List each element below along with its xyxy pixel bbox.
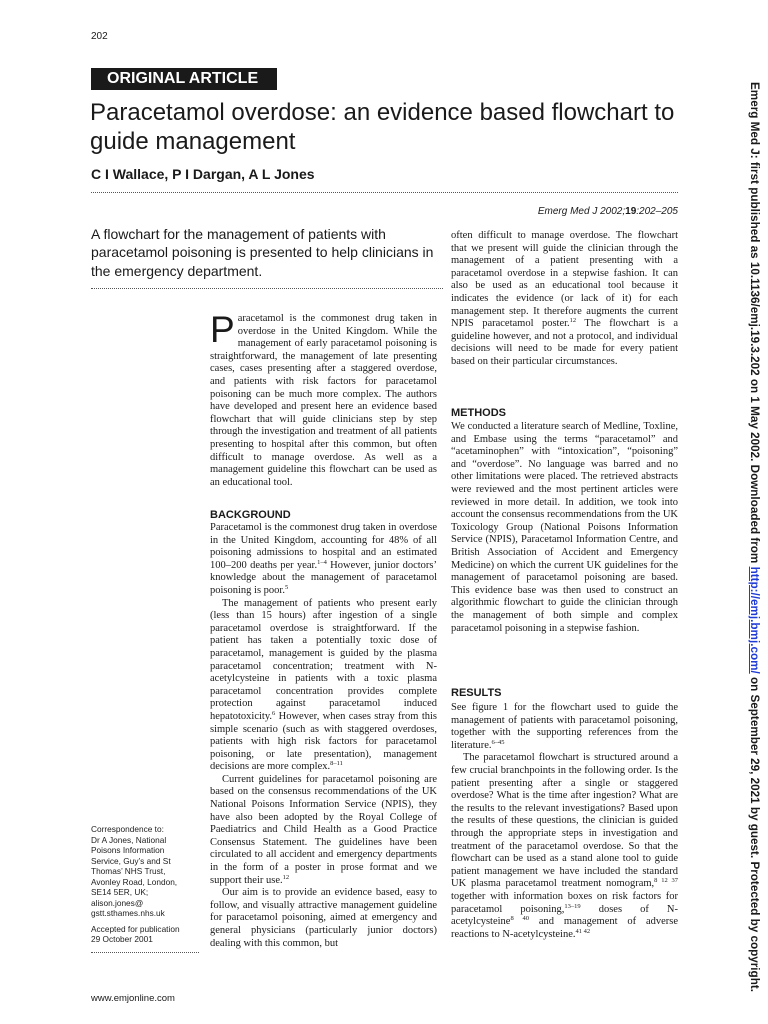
correspondence-line: Avonley Road, London, — [91, 876, 178, 887]
results-heading: RESULTS — [451, 687, 502, 699]
text-run: together with information boxes on risk factors for paracetamol poisoning, — [451, 890, 678, 915]
journal-link[interactable]: http://emj.bmj.com/ — [748, 566, 761, 674]
reference: 5 — [284, 583, 289, 591]
correspondence-block — [91, 824, 199, 919]
background-paragraph: Our aim is to provide an evidence based, easy to follow, and visually attractive management guideline for paracetamol poisoning, aimed at emergency and general physicians (particularly junior doctors) dealing with this common, but — [210, 887, 437, 949]
citation-journal: Emerg Med J — [537, 206, 598, 217]
abstract-divider — [91, 288, 443, 289]
results-paragraph — [451, 752, 678, 941]
correspondence-line: SE14 5ER, UK; — [91, 887, 149, 897]
reference: 6–45 — [491, 738, 505, 746]
accepted-date: 29 October 2001 — [91, 934, 153, 944]
reference: 8 40 — [510, 915, 530, 923]
text-run: The management of patients who present early (less than 15 hours) after ingestion of a single paracetamol overdose is straightforward. If the patient has taken a potentially toxic dose of paracetamol, management is guided by the plasma paracetamol concentration; treatment with N-acetylcysteine in patients with a toxic plasma paracetamol concentration provides complete protection against paracetamol induced hepatotoxicity. — [210, 597, 437, 722]
citation — [480, 206, 678, 217]
correspondence-email[interactable]: alison.jones@ — [91, 897, 144, 908]
text-run: Paracetamol is the commonest drug taken in overdose in the United Kingdom, accounting for 48% of all poisoning admissions to hospital and an estimated 100–200 deaths per year. — [210, 522, 437, 571]
reference: 1–4 — [317, 558, 327, 566]
notice-text: on September 29, 2021 by guest. Protected by copyright. — [748, 673, 761, 992]
text-run: often difficult to manage overdose. The flowchart that we present will guide the clinician through the management of a patient presenting with a paracetamol overdose in a stepwise fashion. It can also be used as an educational tool because it indicates the evidence (or lack of it) for each management step. It therefore augments the current NPIS paracetamol poster. — [451, 230, 678, 330]
download-notice — [745, 82, 761, 992]
sidebar-divider — [91, 952, 199, 953]
accepted-line: Accepted for publication — [91, 923, 180, 934]
section-label: ORIGINAL ARTICLE — [91, 68, 277, 90]
page-number: 202 — [91, 31, 108, 42]
reference: 8 12 37 — [654, 877, 678, 885]
text-run: doses of N-acetylcysteine — [451, 903, 678, 928]
background-body — [210, 522, 437, 950]
text-run: See figure 1 for the flowchart used to guide the management of patients with paracetamol poisoning, together with the supporting references from the literature. — [451, 702, 678, 751]
correspondence-line: Dr A Jones, National — [91, 834, 167, 845]
right-column-continuation — [451, 230, 678, 369]
correspondence-email[interactable]: gstt.sthames.nhs.uk — [91, 908, 165, 918]
results-paragraph — [451, 702, 678, 752]
background-paragraph — [210, 522, 437, 598]
text-run: However, when cases stray from this simple scenario (such as with staggered overdoses, patients with high risk factors for paracetamol poisoning, or late presentation), management decisions are more complex. — [210, 710, 437, 773]
citation-pages: :202–205 — [636, 206, 678, 217]
correspondence-sidebar — [91, 824, 199, 950]
methods-paragraph: We conducted a literature search of Medline, Toxline, and Embase using the terms “paracetamol” and “acetaminophen” with “intoxication”, “poisoning” and “overdose”. No language was barred and no other limitations were placed. The retrieved abstracts were reviewed and the most pertinent articles were reviewed in more detail. In addition, we took into account the consensus recommendations from the UK Toxicology Group (National Poisons Information Service (NPIS), Paracetamol Information Centre, and British Association of Accident and Emergency Medicine) on which the current UK guidelines for the management of paracetamol poisoning are based. This evidence base was then used to construct an algorithmic flowchart to guide the clinician through the management of both simple and complex paracetamol poisoning in a stepwise fashion. — [451, 421, 678, 634]
text-run: and management of adverse reactions to N-acetylcysteine. — [451, 916, 679, 940]
authors: C I Wallace, P I Dargan, A L Jones — [91, 166, 315, 182]
text-run: However, junior doctors’ knowledge about the management of paracetamol poisoning is poor. — [210, 559, 437, 596]
background-heading: BACKGROUND — [210, 509, 291, 521]
footer-url[interactable]: www.emjonline.com — [91, 993, 175, 1004]
correspondence-line: Thomas’ NHS Trust, — [91, 866, 166, 876]
intro-paragraph — [210, 309, 437, 489]
citation-volume: 19 — [625, 206, 637, 217]
reference: 41 42 — [575, 927, 591, 935]
intro-text: aracetamol is the commonest drug taken in overdose in the United Kingdom. While the management of early paracetamol poisoning is straightforward, the management of late presenting cases, cases presenting after a staggered overdose, and patients with risk factors for paracetamol poisoning can be much more complex. The authors have developed and present here an evidence based flowchart that will guide clinicians step by step through the investigation and treatment of all patients presenting to hospital after this common, but often difficult to manage overdose. As well as a management guideline this flowchart can be used as an educational tool. — [210, 313, 437, 488]
reference: 13–19 — [564, 902, 581, 910]
methods-heading: METHODS — [451, 407, 506, 419]
header-divider — [91, 192, 678, 193]
reference: 6 — [272, 709, 276, 717]
reference: 12 — [569, 317, 577, 325]
notice-text: Emerg Med J: first published as 10.1136/emj.19.3.202 on 1 May 2002. Downloaded from — [748, 82, 761, 567]
results-body — [451, 702, 678, 941]
reference: 8–11 — [330, 760, 343, 768]
background-paragraph — [210, 598, 437, 774]
text-run: Current guidelines for paracetamol poisoning are based on the consensus recommendations of the UK National Poisons Information Service (NPIS), they have also been adopted by the Royal College of Paediatrics and Child Health as a Good Practice Consensus Statement. The guidelines have been circulated to all accident and emergency departments in the form of a poster in prose format and we support their use. — [210, 773, 437, 886]
accepted-block — [91, 924, 199, 945]
text-run: The flowchart is a guideline however, and not a protocol, and individual decisions will need to be made for every patient based on their particular circumstances. — [451, 318, 679, 367]
correspondence-line: Correspondence to: — [91, 824, 164, 834]
text-run: The paracetamol flowchart is structured around a few crucial branchpoints in the following order. Is the patient presenting after a single or staggered overdose? What is the time after ingestion? What are the results to the relevant investigations? Based upon the results of these questions, the clinician is guided through the appropriate steps in investigation and treatment of the paracetamol overdose. So that the flowchart can be used as a stand alone tool to guide patient management we have included the standard UK plasma paracetamol treatment nomogram, — [451, 752, 678, 890]
abstract: A flowchart for the management of patients with paracetamol poisoning is presented to help clinicians in the emergency department. — [91, 226, 434, 279]
correspondence-line: Poisons Information — [91, 845, 165, 855]
correspondence-line: Service, Guy’s and St — [91, 855, 171, 866]
citation-year: 2002; — [600, 206, 626, 217]
methods-body — [451, 421, 678, 635]
background-paragraph — [210, 774, 437, 887]
drop-cap: P — [210, 309, 235, 350]
article-title: Paracetamol overdose: an evidence based flowchart to guide management — [90, 99, 675, 155]
reference: 12 — [282, 873, 290, 881]
